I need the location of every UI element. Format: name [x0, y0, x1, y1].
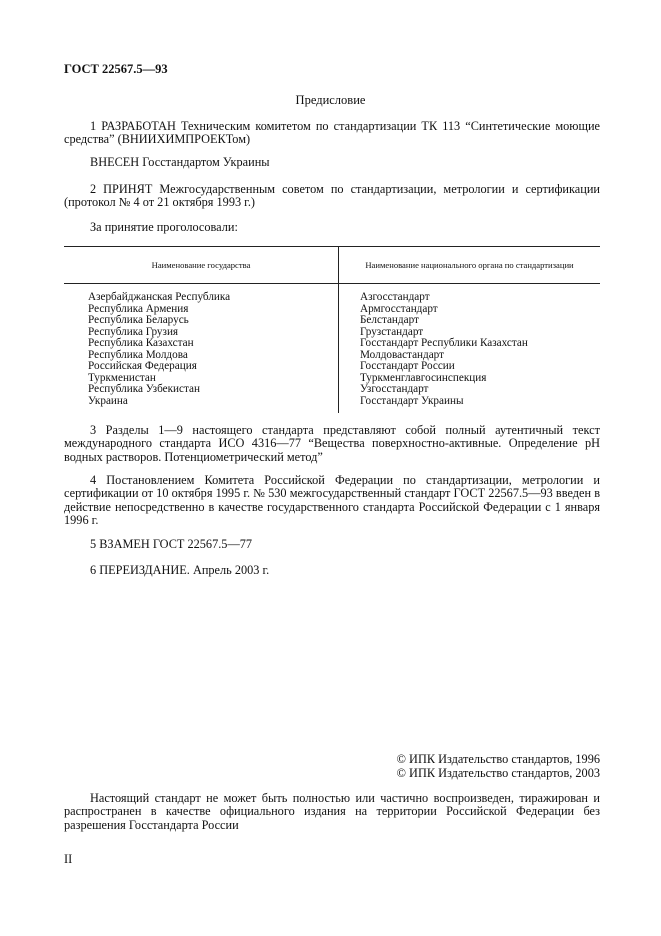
copyright-2003: © ИПК Издательство стандартов, 2003 [396, 766, 600, 780]
page-number: II [64, 852, 73, 866]
table-cell-body: Узгосстандарт [360, 383, 429, 395]
paragraph-4: 4 Постановлением Комитета Российской Федерации по стандартизации, метрологии и сертификации от 10 октября 1995 г. № 530 межгосударственный стандарт ГОСТ 22567.5—93 введен в действие непосредственно в качестве государственного стандарта Российской Федерации с 1 января 1996 г. [64, 473, 600, 528]
table-cell-body: Туркменглавгосинспекция [360, 371, 487, 384]
table-cell-state: Республика Молдова [88, 348, 188, 361]
table-cell-body: Молдовастандарт [360, 348, 445, 361]
table-cell-state: Туркменистан [88, 371, 156, 384]
voting-table [64, 246, 600, 413]
table-cell-state: Республика Грузия [88, 325, 179, 338]
header-national-body: Наименование национального органа по стандартизации [339, 247, 601, 284]
table-cell-state: Республика Узбекистан [88, 383, 200, 395]
document-id: ГОСТ 22567.5—93 [64, 62, 168, 76]
table-cell-state: Украина [88, 394, 128, 407]
table-cell-body: Белстандарт [360, 314, 419, 326]
table-cell-state: Азербайджанская Республика [88, 291, 231, 303]
paragraph-1-introduced: ВНЕСЕН Госстандартом Украины [90, 155, 270, 169]
table-cell-body: Грузстандарт [360, 325, 424, 338]
paragraph-3: 3 Разделы 1—9 настоящего стандарта представляют собой полный аутентичный текст международного стандарта ИСО 4316—77 “Вещества поверхностно-активные. Определение pH водных растворов. Потенциометрический метод” [64, 423, 600, 464]
table-cell-state: Республика Беларусь [88, 314, 189, 326]
table-cell-state: Республика Армения [88, 302, 189, 315]
table-cell-body: Госстандарт Украины [360, 394, 464, 407]
table-body-row [64, 284, 600, 414]
paragraph-6: 6 ПЕРЕИЗДАНИЕ. Апрель 2003 г. [90, 563, 270, 577]
table-header-row [64, 247, 600, 284]
copyright-1996: © ИПК Издательство стандартов, 1996 [396, 752, 600, 766]
table-cell-body: Госстандарт России [360, 360, 455, 372]
table-cell-body: Госстандарт Республики Казахстан [360, 337, 528, 349]
national-bodies-column [339, 284, 601, 414]
reproduction-notice: Настоящий стандарт не может быть полностью или частично воспроизведен, тиражирован и распространен в качестве официального издания на территории Российской Федерации без разрешения Госстандарта России [64, 791, 600, 832]
table-cell-body: Азгосстандарт [360, 291, 430, 303]
paragraph-1: 1 РАЗРАБОТАН Техническим комитетом по стандартизации ТК 113 “Синтетические моющие средства” (ВНИИХИМПРОЕКТом) [64, 119, 600, 147]
header-state: Наименование государства [64, 247, 339, 284]
states-column [64, 284, 339, 414]
paragraph-2: 2 ПРИНЯТ Межгосударственным советом по стандартизации, метрологии и сертификации (протокол № 4 от 21 октября 1993 г.) [64, 182, 600, 210]
foreword-title: Предисловие [295, 93, 366, 107]
table-cell-body: Армгосстандарт [360, 302, 438, 315]
table-cell-state: Республика Казахстан [88, 337, 194, 349]
paragraph-5: 5 ВЗАМЕН ГОСТ 22567.5—77 [90, 537, 253, 551]
table-cell-state: Российская Федерация [88, 360, 197, 372]
paragraph-2-voted: За принятие проголосовали: [90, 220, 238, 234]
